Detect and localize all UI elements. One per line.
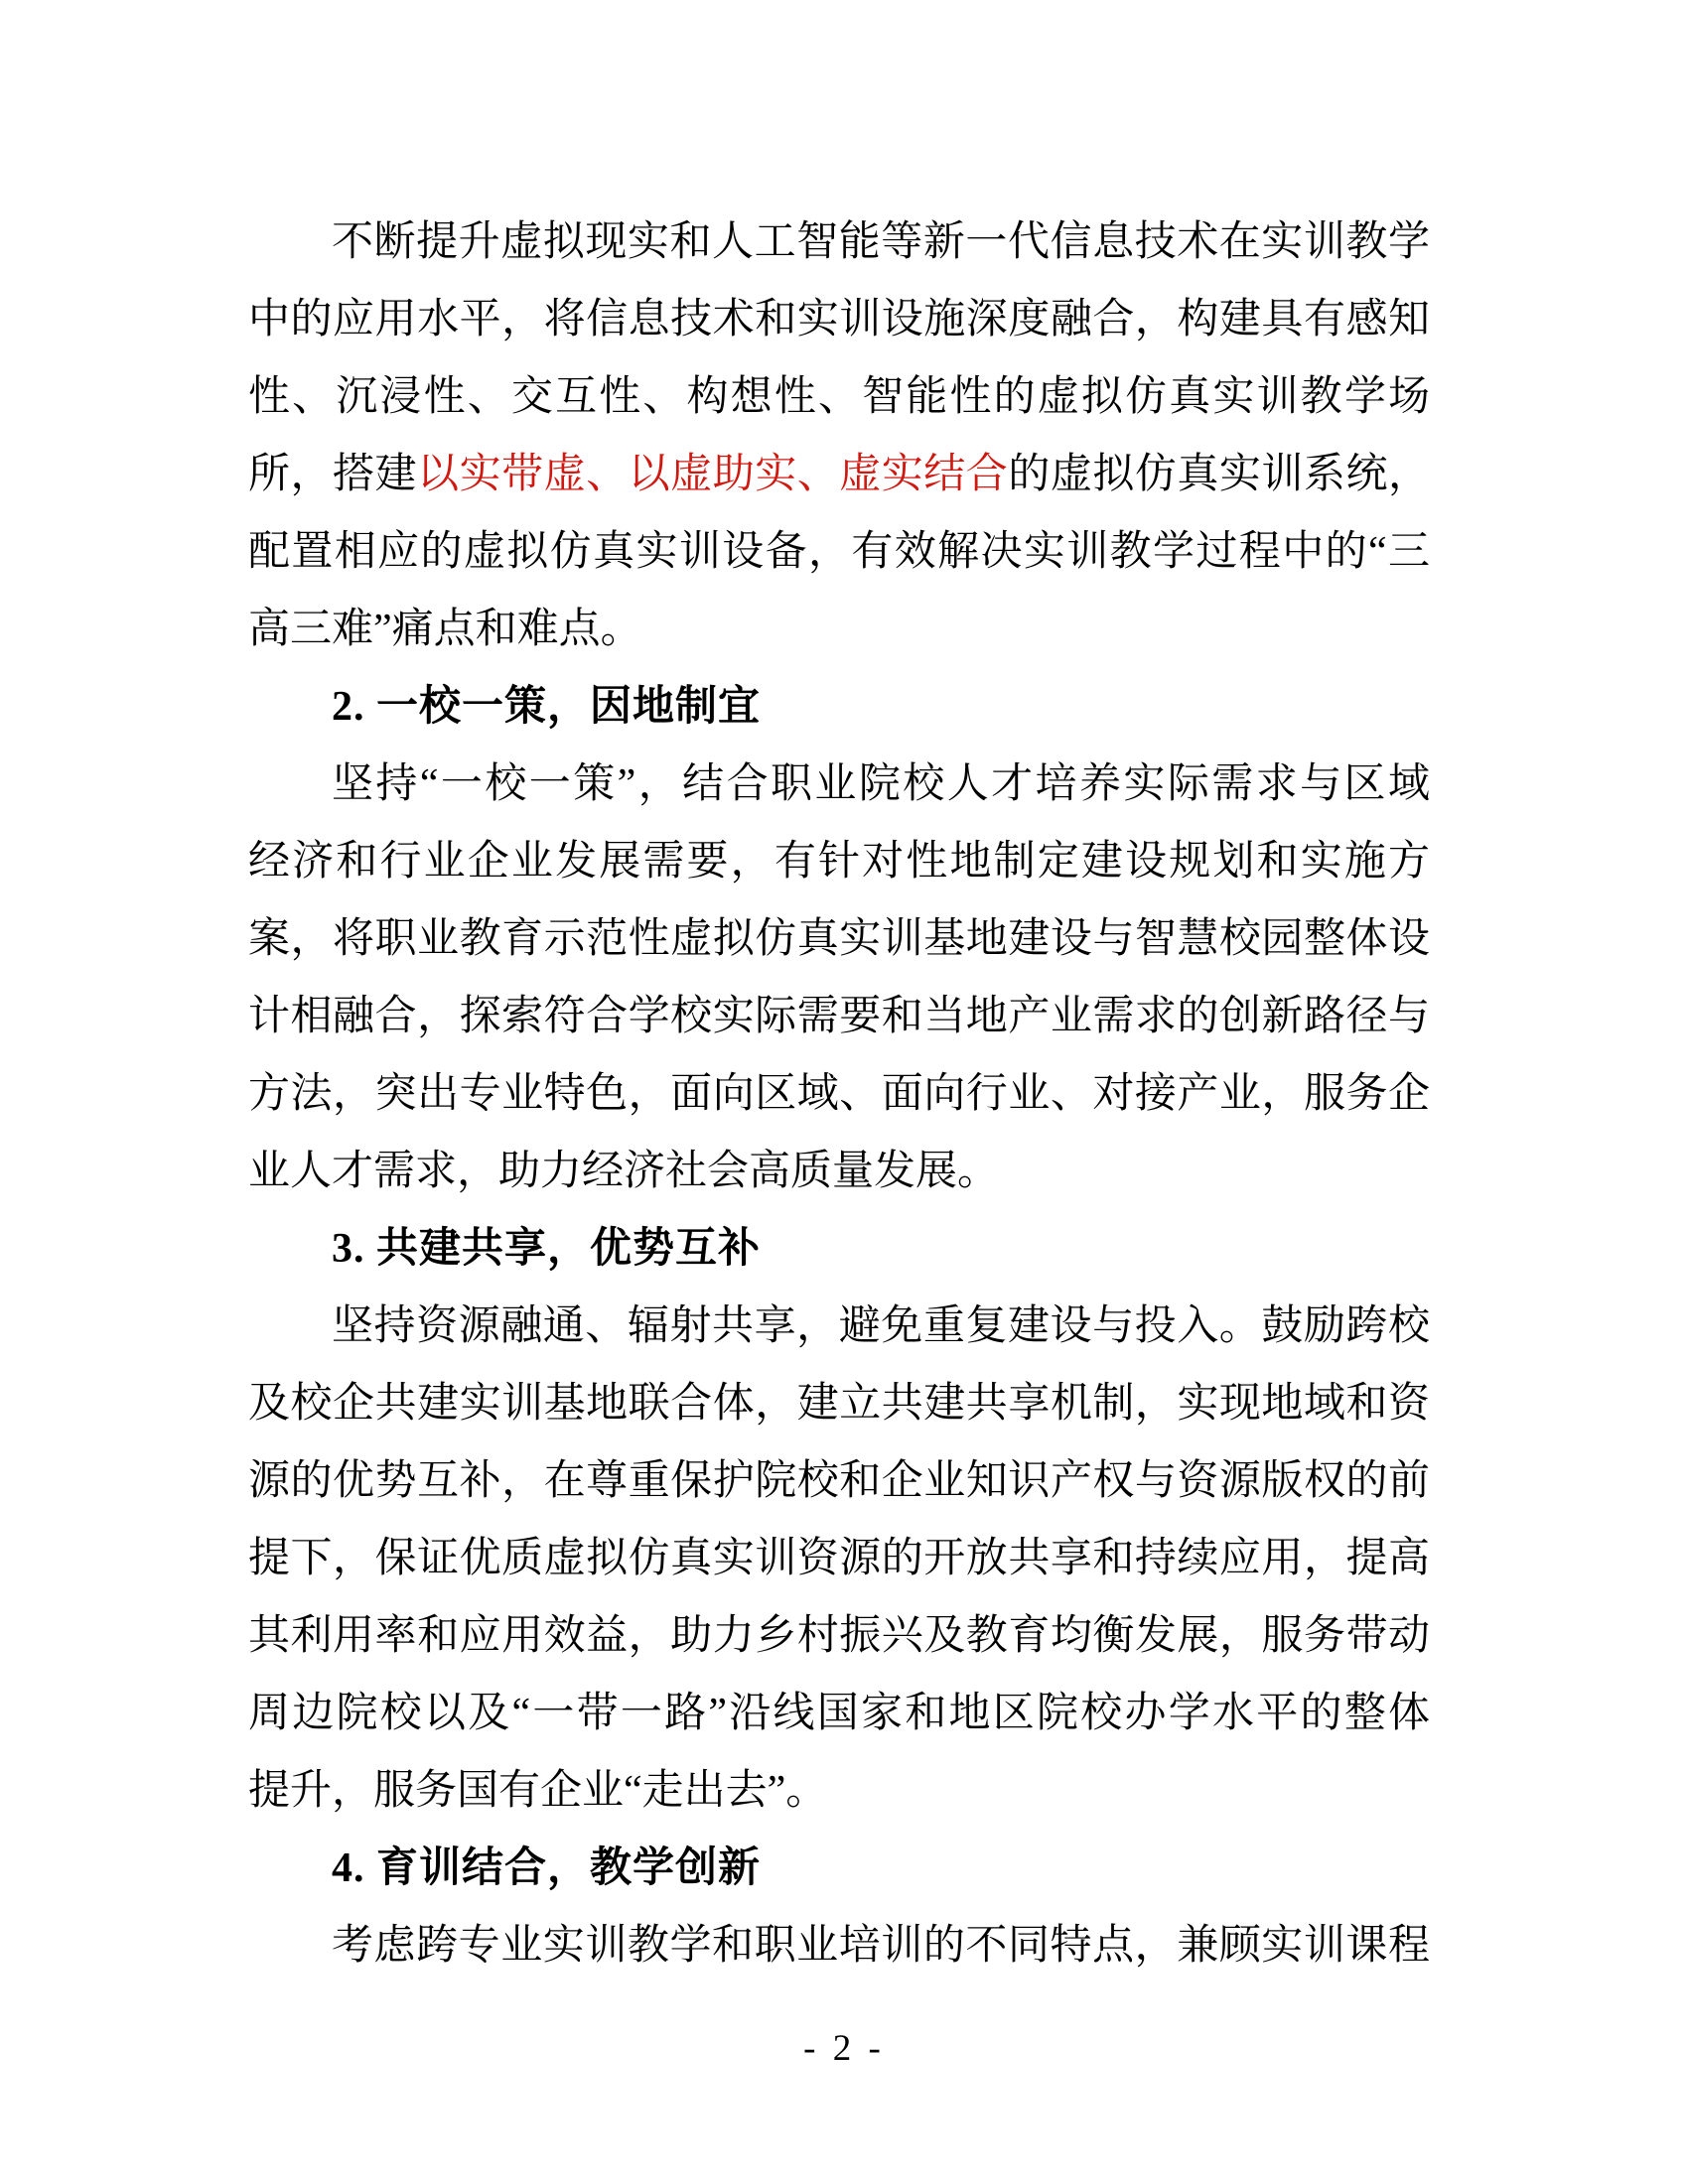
page-number: - 2 - [803, 2028, 885, 2069]
text-line: 提升，服务国有企业“走出去”。 [248, 1768, 828, 1814]
text-line: 经济和行业企业发展需要，有针对性地制定建设规划和实施方 [248, 839, 1430, 885]
text-segment: 的虚拟仿真实训系统， [1008, 452, 1430, 497]
text-line: 及校企共建实训基地联合体，建立共建共享机制，实现地域和资 [248, 1381, 1430, 1427]
text-segment: 所，搭建 [248, 452, 418, 497]
text-line: 不断提升虚拟现实和人工智能等新一代信息技术在实训教学 [332, 219, 1430, 265]
text-line: 计相融合，探索符合学校实际需要和当地产业需求的创新路径与 [248, 994, 1430, 1039]
highlighted-text: 以实带虚、以虚助实、虚实结合 [417, 452, 1009, 497]
section-heading-3: 3. 共建共享，优势互补 [332, 1226, 762, 1272]
section-heading-4: 4. 育训结合，教学创新 [332, 1845, 762, 1891]
text-line: 配置相应的虚拟仿真实训设备，有效解决实训教学过程中的“三 [248, 529, 1430, 575]
text-line: 其利用率和应用效益，助力乡村振兴及教育均衡发展，服务带动 [248, 1613, 1430, 1659]
text-line: 提下，保证优质虚拟仿真实训资源的开放共享和持续应用，提高 [248, 1536, 1430, 1581]
section-heading-2: 2. 一校一策，因地制宜 [332, 684, 762, 730]
text-line: 坚持资源融通、辐射共享，避免重复建设与投入。鼓励跨校 [332, 1303, 1430, 1349]
text-line: 中的应用水平，将信息技术和实训设施深度融合，构建具有感知 [248, 297, 1430, 342]
text-line: 高三难”痛点和难点。 [248, 607, 642, 652]
text-line: 坚持“一校一策”，结合职业院校人才培养实际需求与区域 [332, 761, 1430, 807]
text-line: 考虑跨专业实训教学和职业培训的不同特点，兼顾实训课程 [332, 1923, 1430, 1969]
text-line [248, 436, 1430, 513]
text-line: 案，将职业教育示范性虚拟仿真实训基地建设与智慧校园整体设 [248, 916, 1430, 962]
text-line: 周边院校以及“一带一路”沿线国家和地区院校办学水平的整体 [248, 1691, 1430, 1736]
text-line: 业人才需求，助力经济社会高质量发展。 [248, 1149, 1000, 1194]
text-line: 性、沉浸性、交互性、构想性、智能性的虚拟仿真实训教学场 [248, 374, 1430, 420]
text-line: 源的优势互补，在尊重保护院校和企业知识产权与资源版权的前 [248, 1458, 1430, 1504]
text-line: 方法，突出专业特色，面向区域、面向行业、对接产业，服务企 [248, 1071, 1430, 1117]
document-body [248, 204, 1430, 1984]
